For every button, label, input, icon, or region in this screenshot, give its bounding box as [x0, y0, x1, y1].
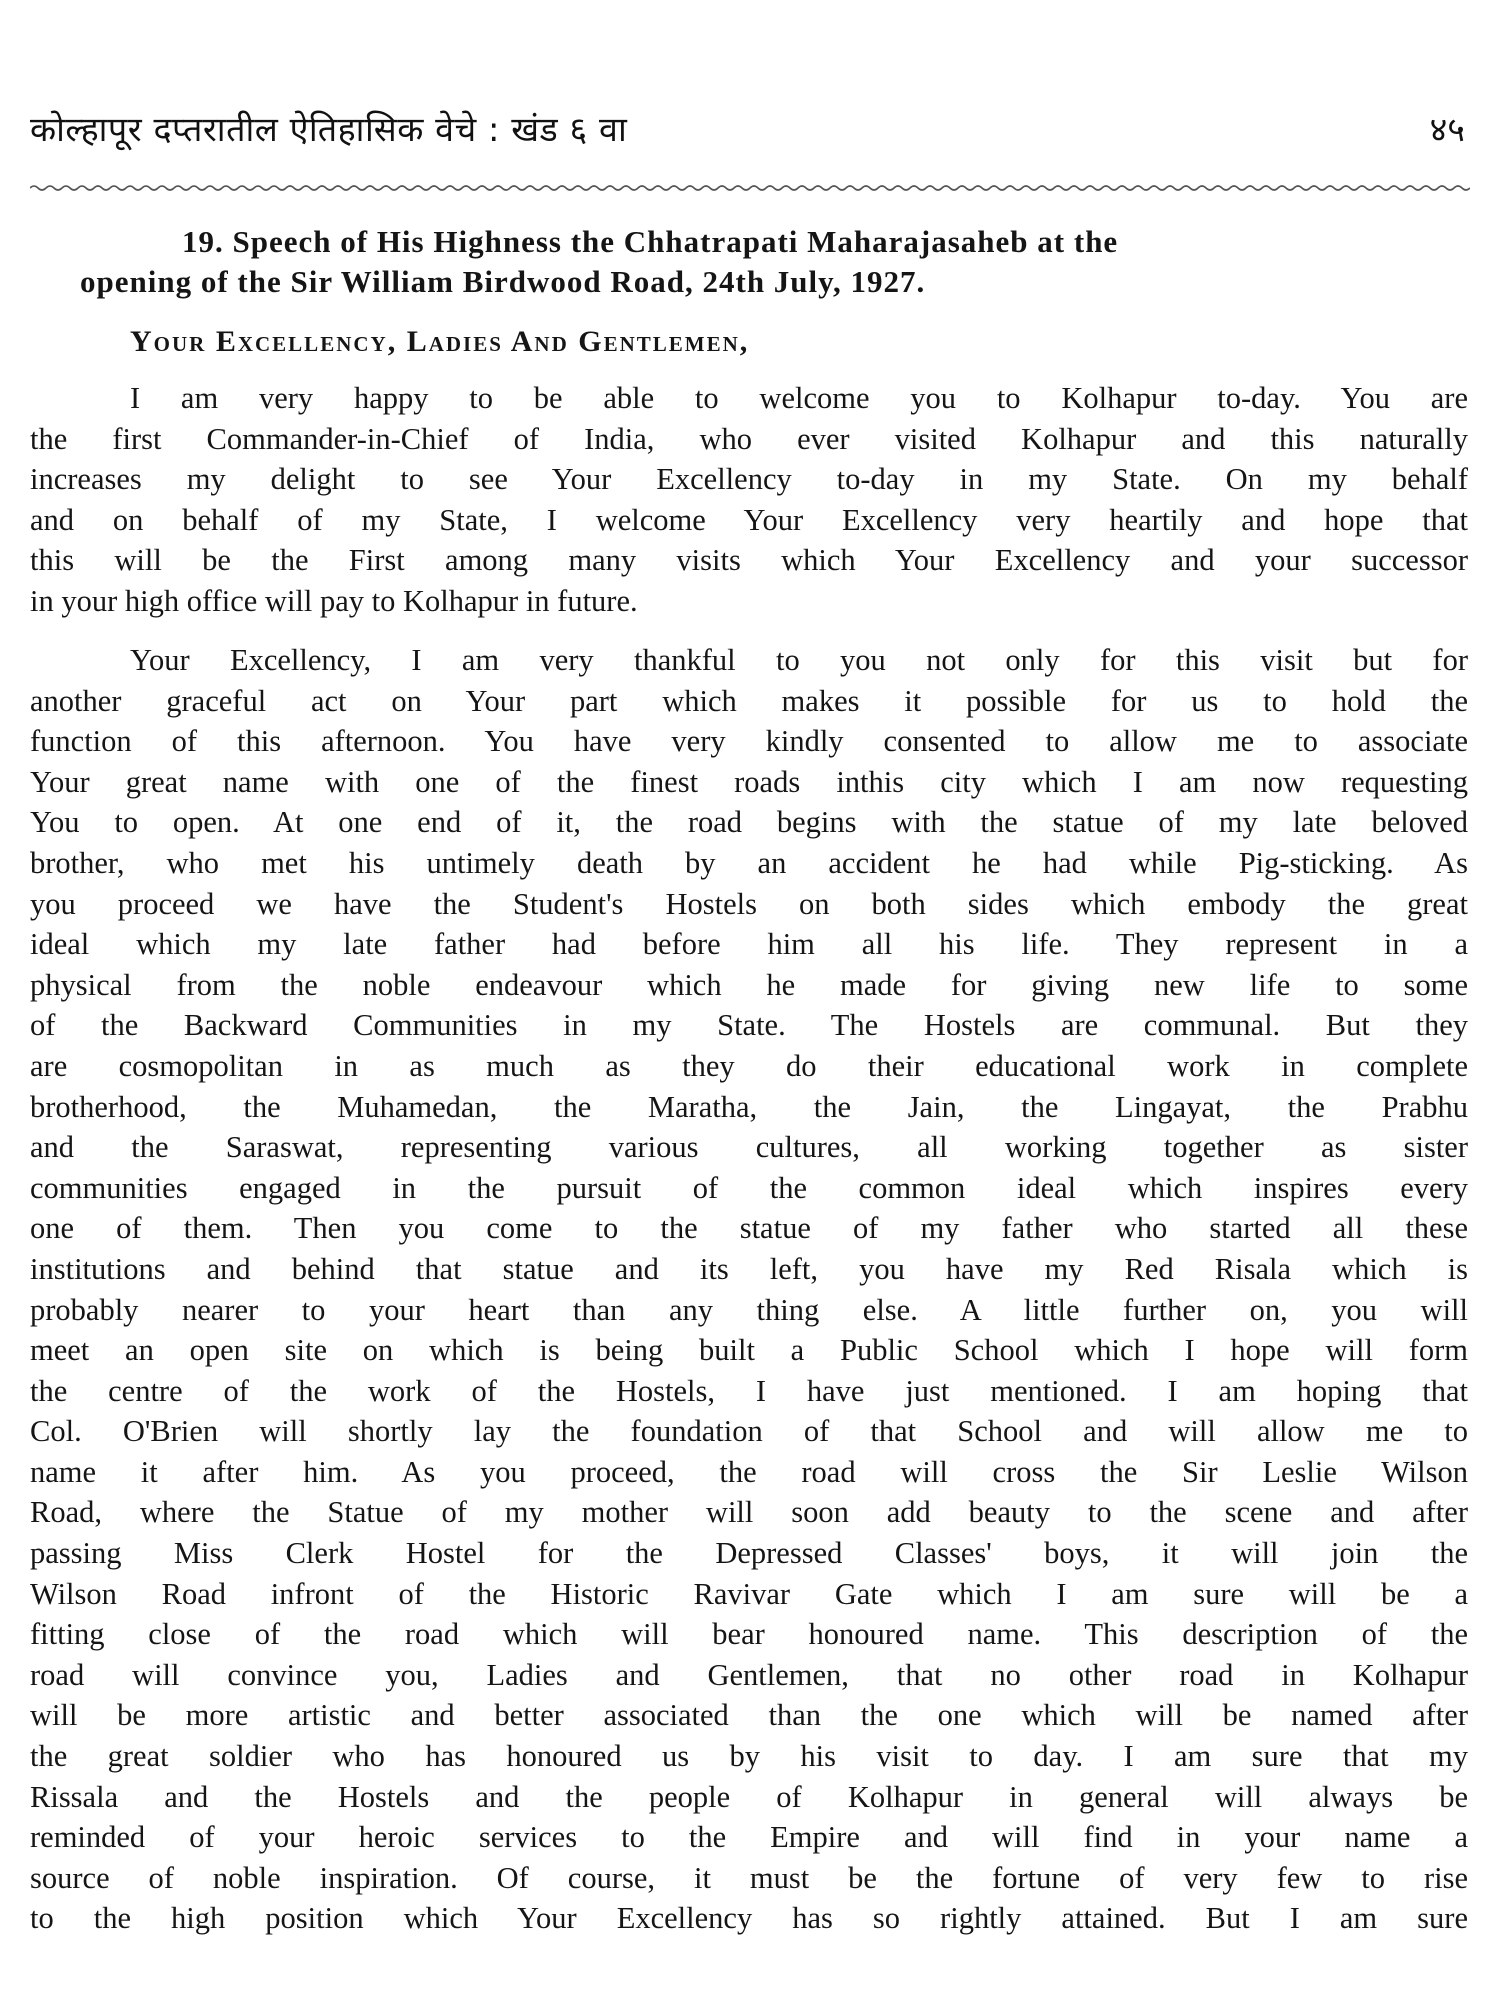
text-line: I am very happy to be able to welcome you to Kolhapur to-day. You are [130, 381, 1468, 415]
text-line: increases my delight to see Your Excellency to-day in my State. On my behalf [30, 462, 1468, 497]
text-line: another graceful act on Your part which makes it possible for us to hold the [30, 683, 1468, 718]
heading-line: opening of the Sir William Birdwood Road, 24th July, 1927. [80, 264, 926, 299]
text-line: and the Saraswat, representing various cultures, all working together as sister [30, 1130, 1468, 1165]
text-line: reminded of your heroic services to the Empire and will find in your name a [30, 1820, 1468, 1855]
text-line: the first Commander-in-Chief of India, who ever visited Kolhapur and this naturally [30, 421, 1468, 456]
text-line: this will be the First among many visits which Your Excellency and your successor [30, 543, 1468, 578]
text-line: fitting close of the road which will bear honoured name. This description of the [30, 1617, 1468, 1652]
text-line: source of noble inspiration. Of course, it must be the fortune of very few to rise [30, 1860, 1468, 1895]
page-number: ४५ [1429, 110, 1465, 150]
text-line: passing Miss Clerk Hostel for the Depressed Classes' boys, it will join the [30, 1536, 1468, 1571]
text-line: meet an open site on which is being built a Public School which I hope will form [30, 1333, 1468, 1368]
text-line: you proceed we have the Student's Hostels on both sides which embody the great [30, 886, 1468, 921]
salutation: Your Excellency, Ladies And Gentlemen, [130, 325, 750, 358]
text-line: ideal which my late father had before him all his life. They represent in a [30, 927, 1468, 962]
text-line: brother, who met his untimely death by an accident he had while Pig-sticking. As [30, 845, 1468, 880]
heading-line: 19. Speech of His Highness the Chhatrapati Maharajasaheb at the [182, 224, 1119, 259]
text-line: Road, where the Statue of my mother will soon add beauty to the scene and after [30, 1495, 1468, 1530]
text-line: You to open. At one end of it, the road begins with the statue of my late beloved [30, 805, 1468, 840]
wavy-divider-rule [30, 181, 1470, 195]
text-line: road will convince you, Ladies and Gentlemen, that no other road in Kolhapur [30, 1657, 1468, 1692]
text-line: name it after him. As you proceed, the road will cross the Sir Leslie Wilson [30, 1454, 1468, 1489]
paragraph-1 [30, 378, 1468, 622]
text-line: institutions and behind that statue and its left, you have my Red Risala which is [30, 1251, 1468, 1286]
text-line: Wilson Road infront of the Historic Ravivar Gate which I am sure will be a [30, 1576, 1468, 1611]
running-head-title: कोल्हापूर दप्तरातील ऐतिहासिक वेचे : खंड ६ वा [30, 110, 628, 150]
paragraph-2 [30, 640, 1468, 1939]
text-line: physical from the noble endeavour which he made for giving new life to some [30, 967, 1468, 1002]
section-heading [80, 222, 1460, 302]
text-line: one of them. Then you come to the statue of my father who started all these [30, 1211, 1468, 1246]
text-line: Your great name with one of the finest roads inthis city which I am now requesting [30, 764, 1468, 799]
text-line: to the high position which Your Excellency has so rightly attained. But I am sure [30, 1901, 1468, 1936]
text-line: the great soldier who has honoured us by his visit to day. I am sure that my [30, 1739, 1468, 1774]
text-line: will be more artistic and better associated than the one which will be named after [30, 1698, 1468, 1733]
text-line: function of this afternoon. You have very kindly consented to allow me to associate [30, 724, 1468, 759]
text-line: Your Excellency, I am very thankful to you not only for this visit but for [130, 643, 1468, 677]
text-line: Rissala and the Hostels and the people of Kolhapur in general will always be [30, 1779, 1468, 1814]
text-line: in your high office will pay to Kolhapur in future. [30, 583, 638, 618]
text-line: of the Backward Communities in my State. The Hostels are communal. But they [30, 1008, 1468, 1043]
text-line: Col. O'Brien will shortly lay the foundation of that School and will allow me to [30, 1414, 1468, 1449]
running-head [30, 105, 1465, 165]
text-line: are cosmopolitan in as much as they do their educational work in complete [30, 1048, 1468, 1083]
text-line: the centre of the work of the Hostels, I have just mentioned. I am hoping that [30, 1373, 1468, 1408]
text-line: probably nearer to your heart than any thing else. A little further on, you will [30, 1292, 1468, 1327]
text-line: and on behalf of my State, I welcome Your Excellency very heartily and hope that [30, 502, 1468, 537]
text-line: brotherhood, the Muhamedan, the Maratha, the Jain, the Lingayat, the Prabhu [30, 1089, 1468, 1124]
text-line: communities engaged in the pursuit of the common ideal which inspires every [30, 1170, 1468, 1205]
